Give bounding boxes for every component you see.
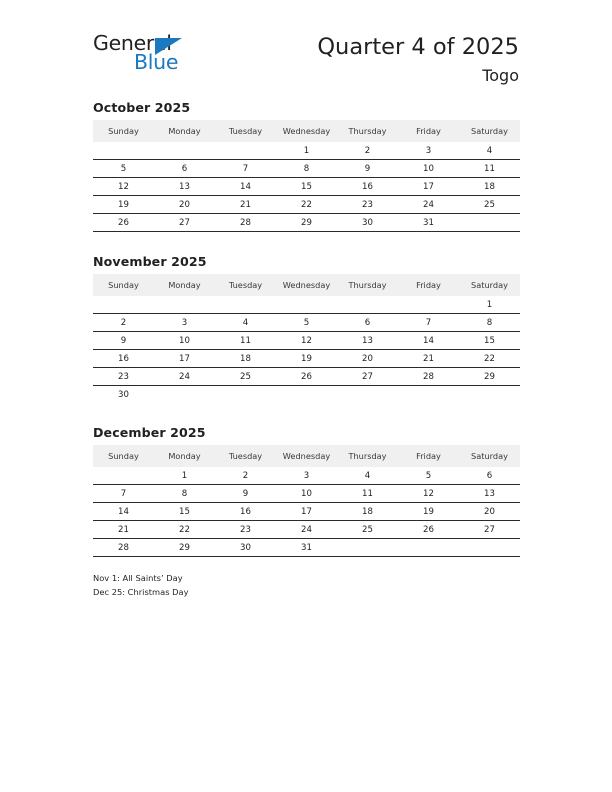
day-cell[interactable]: 15 [276,178,337,196]
day-cell[interactable]: 12 [276,332,337,350]
day-cell[interactable]: 28 [93,539,154,557]
weekday-header-saturday: Saturday [459,274,520,296]
day-cell[interactable]: 19 [398,503,459,521]
day-cell[interactable]: 1 [181,470,188,481]
day-cell[interactable]: 14 [215,178,276,196]
day-cell[interactable]: 16 [215,503,276,521]
day-cell[interactable]: 24 [276,521,337,539]
day-cell[interactable]: 5 [93,160,154,178]
day-cell[interactable]: 18 [459,178,520,196]
day-cell[interactable]: 23 [215,521,276,539]
day-cell[interactable]: 13 [459,485,520,503]
week-row [93,521,520,539]
day-cell[interactable]: 25 [215,368,276,386]
day-cell[interactable]: 9 [337,160,398,178]
day-cell[interactable]: 22 [276,196,337,214]
day-cell[interactable]: 27 [337,368,398,386]
weekday-header-sunday: Sunday [93,445,154,467]
weekday-header-tuesday: Tuesday [215,445,276,467]
day-cell[interactable]: 11 [337,485,398,503]
weekday-header-row [93,120,520,142]
weekday-header-friday: Friday [398,120,459,142]
weekday-header-thursday: Thursday [337,274,398,296]
weekday-header-row [93,445,520,467]
day-cell-empty [215,386,276,404]
day-cell[interactable]: 4 [486,145,493,156]
day-cell[interactable]: 12 [398,485,459,503]
day-cell-empty [398,296,459,314]
weekday-header-monday: Monday [154,445,215,467]
day-cell[interactable]: 31 [398,214,459,232]
day-cell[interactable]: 13 [337,332,398,350]
weekday-header-wednesday: Wednesday [276,445,337,467]
day-cell-empty [337,296,398,314]
day-cell[interactable]: 15 [154,503,215,521]
day-cell[interactable]: 11 [459,160,520,178]
day-cell-empty [215,142,276,160]
day-cell-empty [93,296,154,314]
month-block [93,254,520,403]
week-row [93,503,520,521]
day-cell[interactable]: 27 [154,214,215,232]
country-subtitle: Togo [482,65,519,85]
day-cell[interactable]: 10 [276,485,337,503]
weekday-header-sunday: Sunday [93,120,154,142]
day-cell[interactable]: 3 [425,145,432,156]
day-cell[interactable]: 17 [154,350,215,368]
weekday-header-wednesday: Wednesday [276,274,337,296]
month-title: December 2025 [93,425,206,440]
day-cell[interactable]: 28 [215,214,276,232]
weekday-header-friday: Friday [398,445,459,467]
day-cell-empty [337,539,398,557]
day-cell-empty [337,386,398,404]
day-cell-empty [93,467,154,485]
day-cell[interactable]: 7 [215,160,276,178]
day-cell[interactable]: 14 [398,332,459,350]
day-cell-empty [459,214,520,232]
day-cell[interactable]: 10 [154,332,215,350]
week-row [93,178,520,196]
day-cell[interactable]: 5 [276,314,337,332]
day-cell[interactable]: 13 [154,178,215,196]
day-cell-empty [154,296,215,314]
day-cell[interactable]: 8 [154,485,215,503]
week-row [93,539,520,557]
weekday-header-wednesday: Wednesday [276,120,337,142]
month-calendar-table [93,445,520,557]
day-cell[interactable]: 5 [425,470,432,481]
day-cell[interactable]: 3 [154,314,215,332]
day-cell[interactable]: 1 [303,145,310,156]
week-row [93,314,520,332]
weekday-header-thursday: Thursday [337,120,398,142]
title-block [317,36,519,84]
day-cell-empty [459,386,520,404]
day-cell[interactable]: 6 [154,160,215,178]
day-cell-holiday[interactable]: 25 [337,521,398,539]
day-cell[interactable]: 7 [398,314,459,332]
week-row [93,332,520,350]
day-cell[interactable]: 21 [398,350,459,368]
page-title: Quarter 4 of 2025 [317,34,519,60]
day-cell[interactable]: 26 [276,368,337,386]
month-calendar-table [93,274,520,403]
weekday-header-friday: Friday [398,274,459,296]
day-cell[interactable]: 29 [459,368,520,386]
day-cell[interactable]: 18 [215,350,276,368]
day-cell[interactable]: 26 [93,214,154,232]
weekday-header-tuesday: Tuesday [215,120,276,142]
day-cell[interactable]: 6 [486,470,493,481]
day-cell[interactable]: 17 [398,178,459,196]
day-cell-empty [398,386,459,404]
day-cell[interactable]: 30 [215,539,276,557]
page-header [0,0,612,96]
day-cell[interactable]: 15 [459,332,520,350]
day-cell[interactable]: 30 [93,386,154,404]
day-cell[interactable]: 31 [276,539,337,557]
day-cell[interactable]: 9 [215,485,276,503]
day-cell[interactable]: 6 [337,314,398,332]
holiday-notes [93,571,513,599]
weekday-header-saturday: Saturday [459,120,520,142]
week-row [93,214,520,232]
weekday-header-monday: Monday [154,120,215,142]
day-cell[interactable]: 12 [93,178,154,196]
day-cell-empty [276,386,337,404]
logo-text-general: General [93,31,172,55]
day-cell[interactable]: 2 [93,314,154,332]
weekday-header-row [93,274,520,296]
day-cell[interactable]: 26 [398,521,459,539]
day-cell[interactable]: 25 [459,196,520,214]
day-cell[interactable]: 27 [459,521,520,539]
day-cell[interactable]: 20 [459,503,520,521]
logo-text-blue: Blue [134,50,179,74]
day-cell[interactable]: 22 [459,350,520,368]
calendar-months [93,100,520,579]
day-cell[interactable]: 19 [93,196,154,214]
day-cell[interactable]: 23 [93,368,154,386]
day-cell[interactable]: 2 [242,470,249,481]
day-cell[interactable]: 10 [398,160,459,178]
week-row [93,296,520,314]
day-cell[interactable]: 16 [337,178,398,196]
week-row [93,467,520,485]
day-cell[interactable]: 19 [276,350,337,368]
day-cell[interactable]: 14 [93,503,154,521]
day-cell[interactable]: 21 [215,196,276,214]
day-cell-empty [154,142,215,160]
day-cell[interactable]: 24 [398,196,459,214]
day-cell[interactable]: 8 [459,314,520,332]
day-cell[interactable]: 17 [276,503,337,521]
day-cell[interactable]: 30 [337,214,398,232]
weekday-header-tuesday: Tuesday [215,274,276,296]
logo-general-blue[interactable] [93,33,253,83]
day-cell[interactable]: 28 [398,368,459,386]
month-title: October 2025 [93,100,191,115]
day-cell[interactable]: 20 [337,350,398,368]
day-cell-empty [459,539,520,557]
day-cell[interactable]: 21 [93,521,154,539]
day-cell-empty [398,539,459,557]
week-row [93,160,520,178]
day-cell[interactable]: 4 [215,314,276,332]
month-calendar-table [93,120,520,232]
day-cell[interactable]: 11 [215,332,276,350]
day-cell[interactable]: 18 [337,503,398,521]
day-cell[interactable]: 3 [303,470,310,481]
weekday-header-monday: Monday [154,274,215,296]
day-cell[interactable]: 2 [364,145,371,156]
day-cell[interactable]: 23 [337,196,398,214]
week-row [93,485,520,503]
holiday-note: Nov 1: All Saints’ Day [93,573,183,583]
holiday-note: Dec 25: Christmas Day [93,587,189,598]
day-cell[interactable]: 24 [154,368,215,386]
day-cell-empty [154,386,215,404]
week-row [93,350,520,368]
day-cell[interactable]: 9 [93,332,154,350]
weekday-header-sunday: Sunday [93,274,154,296]
month-block [93,100,520,232]
day-cell[interactable]: 8 [276,160,337,178]
day-cell[interactable]: 22 [154,521,215,539]
week-row [93,386,520,404]
week-row [93,196,520,214]
week-row [93,142,520,160]
day-cell[interactable]: 7 [93,485,154,503]
week-row [93,368,520,386]
weekday-header-saturday: Saturday [459,445,520,467]
day-cell-empty [215,296,276,314]
day-cell[interactable]: 16 [93,350,154,368]
day-cell[interactable]: 4 [364,470,371,481]
day-cell[interactable]: 29 [276,214,337,232]
month-title: November 2025 [93,254,207,269]
day-cell[interactable]: 20 [154,196,215,214]
day-cell-empty [276,296,337,314]
day-cell[interactable]: 29 [154,539,215,557]
month-block [93,425,520,557]
weekday-header-thursday: Thursday [337,445,398,467]
day-cell-holiday[interactable]: 1 [486,299,493,310]
day-cell-empty [93,142,154,160]
